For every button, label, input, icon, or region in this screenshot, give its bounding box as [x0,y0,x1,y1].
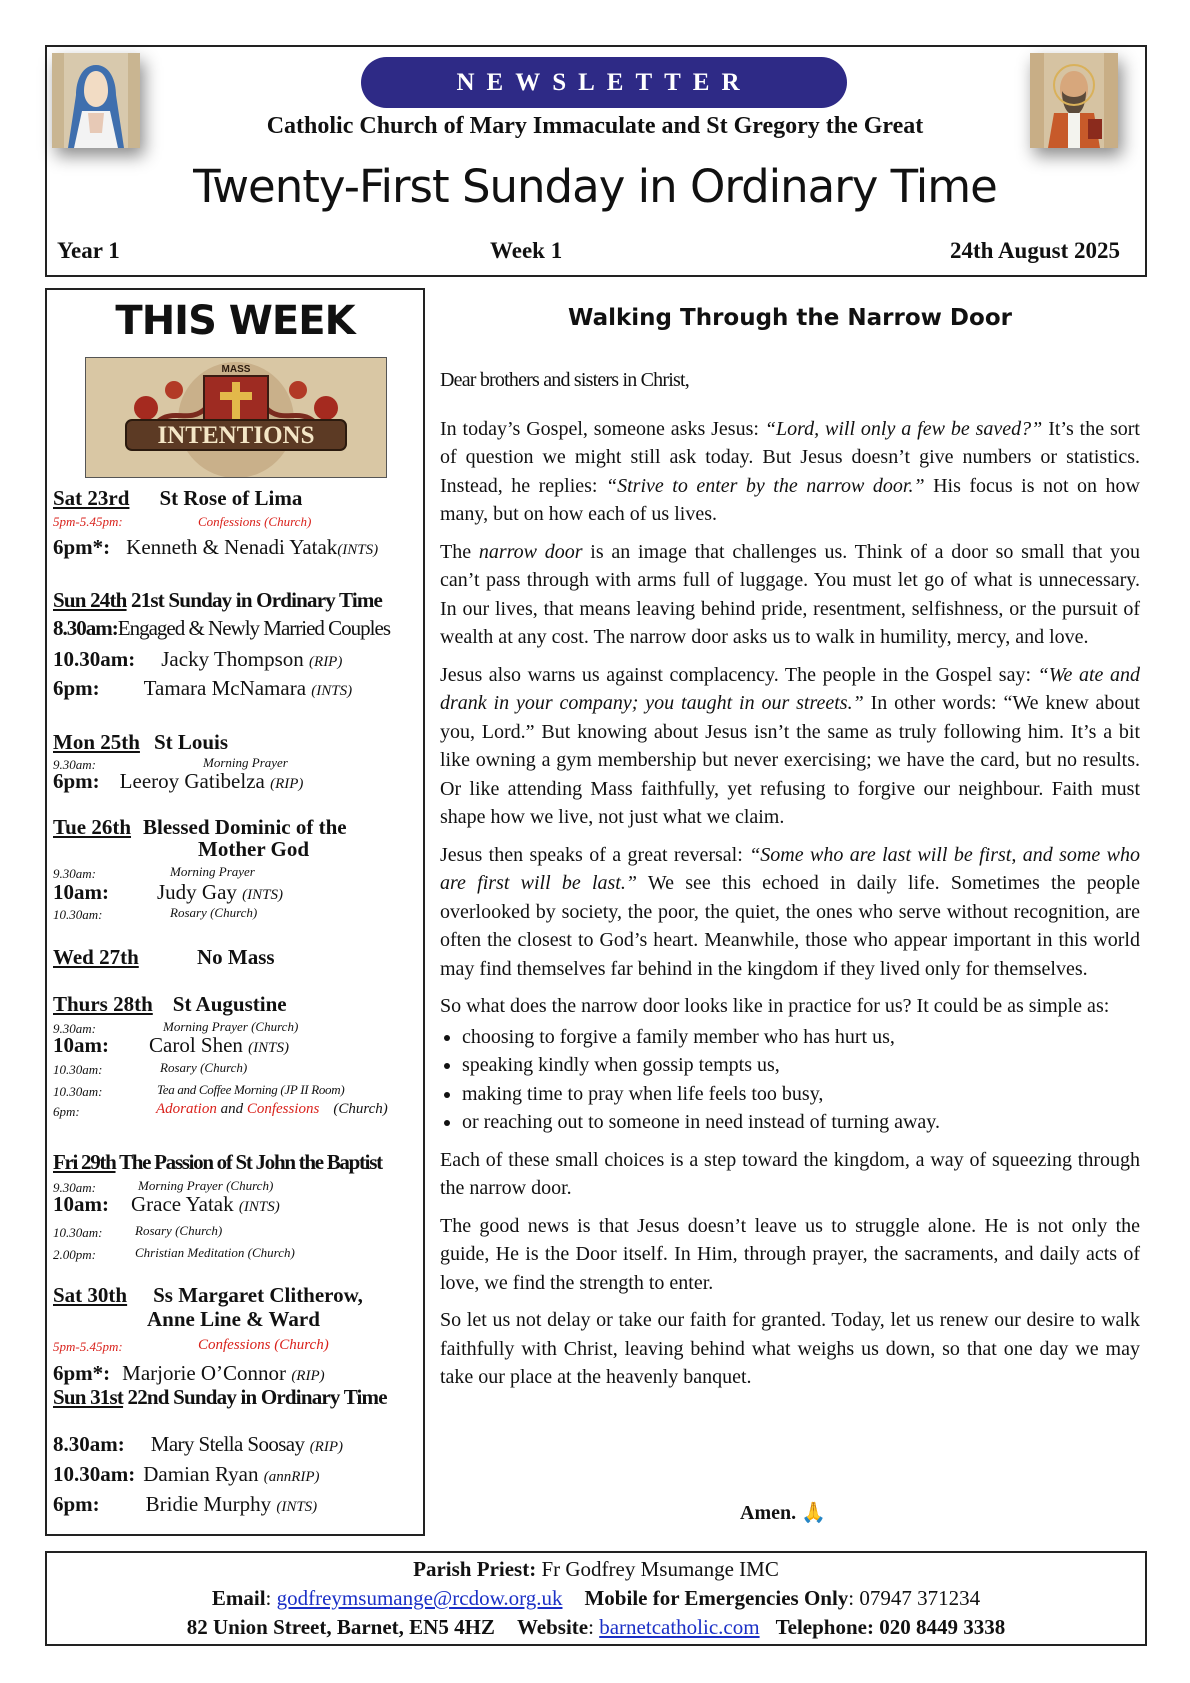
article-paragraph: The good news is that Jesus doesn’t leave us to struggle alone. He is not only the guide, He is the Door itself. In Him, through prayer, the sacraments, and daily acts of love, we find the strength to enter. [440,1214,1140,1294]
list-item: • making time to pray when life feels too busy, [462,1080,1140,1109]
article-paragraph: The narrow door is an image that challenges us. Think of a door so small that you can’t pass through with arms full of luggage. You must let go of what is unnecessary. In our lives, that means leaving behind pride, resentment, selfishness, or the pursuit of wealth at any cost. The narrow door asks us to walk in humility, mercy, and love. [440,540,1140,648]
adoration-line: Adoration and Confessions (Church) [156,1101,388,1117]
article-greeting: Dear brothers and sisters in Christ, [440,369,689,391]
schedule-line: 10.30am: [53,1225,103,1240]
schedule-line: 9.30am: [53,866,96,881]
day-thu-28: Thurs 28th St Augustine [53,992,287,1016]
mass-intentions-image [85,357,387,478]
day-sat-30-feast-cont: Anne Line & Ward [147,1307,320,1331]
article-body [440,366,1140,1401]
mass-line: 10am: Judy Gay (INTS) [53,880,284,904]
list-item: • speaking kindly when gossip tempts us, [462,1051,1140,1080]
schedule-line: 2.00pm: [53,1247,96,1262]
article-paragraph: Jesus then speaks of a great reversal: “Some who are last will be first, and some who are first will be last.” We see this echoed in daily life. Sometimes the people overlooked by society, the poor, the quiet, the ones who serve without recognition, are often the closest to God’s heart. Meanwhile, those who appear important in this world may find themselves far behind in the kingdom if they lived only for themselves. [440,843,1141,980]
amen-label: Amen. 🙏 [740,1502,827,1524]
schedule-line: 10.30am: [53,1062,103,1077]
article-paragraph: So what does the narrow door looks like in practice for us? It could be as simple as: [440,995,1110,1017]
mass-line: 6pm*: Marjorie O’Connor (RIP) [53,1361,325,1385]
schedule-line: 9.30am: [53,1180,96,1195]
mass-image-label-bottom: INTENTIONS [157,422,315,449]
article-title: Walking Through the Narrow Door [568,305,1012,331]
schedule-line-text: Confessions (Church) [198,1337,329,1353]
mass-line: 10am: Carol Shen (INTS) [53,1033,289,1057]
article-paragraph: Each of these small choices is a step toward the kingdom, a way of squeezing through the narrow door. [440,1148,1140,1199]
church-name: Catholic Church of Mary Immaculate and St Gregory the Great [266,113,924,139]
mass-line: 6pm: Bridie Murphy (INTS) [53,1492,318,1516]
schedule-line-text: Christian Meditation (Church) [135,1245,295,1260]
schedule-line: 10.30am: [53,1084,103,1099]
day-mon-25: Mon 25th St Louis [53,730,229,754]
contact-line: Email: godfreymsumange@rcdow.org.uk Mobile for Emergencies Only: 07947 371234 [211,1586,981,1610]
week-label: Week 1 [490,238,563,263]
newsletter-banner: NEWSLETTER [361,57,847,108]
schedule-line: 9.30am: [53,757,96,772]
schedule-line-text: Rosary (Church) [170,905,258,920]
day-fri-29: Fri 29th The Passion of St John the Baptist [53,1150,382,1174]
schedule-line: 5pm-5.45pm: [53,514,123,529]
day-sat-23: Sat 23rd St Rose of Lima [53,486,303,510]
article-bullet-list [440,1023,1140,1137]
mass-line: 8.30am: Mary Stella Soosay (RIP) [53,1432,343,1456]
mass-line: 6pm: Tamara McNamara (INTS) [53,676,353,700]
mass-line: 8.30am:Engaged & Newly Married Couples [53,616,391,640]
schedule-line-text: Rosary (Church) [135,1223,223,1238]
sunday-title: Twenty-First Sunday in Ordinary Time [193,160,997,213]
schedule-line-text: Confessions (Church) [198,514,312,529]
schedule-line: 10.30am: [53,907,103,922]
day-sat-30: Sat 30th Ss Margaret Clitherow, [53,1283,363,1307]
article-paragraph: In today’s Gospel, someone asks Jesus: “Lord, will only a few be saved?” It’s the sort of question we might still ask today. But Jesus doesn’t give numbers or statistics. Instead, he replies: “Strive to enter by the narrow door.” His focus is not on how many, but on how each of us lives. [440,417,1141,525]
schedule-line-text: Morning Prayer (Church) [138,1178,274,1193]
list-item: • or reaching out to someone in need instead of turning away. [462,1108,1140,1137]
day-tue-26: Tue 26th Blessed Dominic of the [53,815,347,839]
day-wed-27: Wed 27th [53,945,139,969]
this-week-title: THIS WEEK [115,298,355,344]
list-item: • choosing to forgive a family member who has hurt us, [462,1023,1140,1052]
year-label: Year 1 [57,238,120,263]
schedule-line: 5pm-5.45pm: [53,1339,123,1354]
mass-line: 10.30am: Jacky Thompson (RIP) [53,647,343,671]
mass-line: 10.30am: Damian Ryan (annRIP) [53,1462,320,1486]
mass-image-label-top: MASS [221,364,251,375]
mass-line: 6pm: Leeroy Gatibelza (RIP) [53,769,304,793]
day-tue-26-feast-cont: Mother God [198,837,310,861]
website-link[interactable]: barnetcatholic.com [599,1615,760,1639]
schedule-line: 6pm: [53,1104,80,1119]
email-link[interactable]: godfreymsumange@rcdow.org.uk [276,1586,563,1610]
day-sun-31: Sun 31st 22nd Sunday in Ordinary Time [53,1385,387,1409]
schedule-line-text: Tea and Coffee Morning (JP II Room) [157,1082,345,1097]
schedule-line-text: Morning Prayer [203,755,288,770]
article-paragraph: Jesus also warns us against complacency. The people in the Gospel say: “We ate and drank in your company; you taught in our streets.” In other words: “We knew about you, Lord.” But knowing about Jesus isn’t the same as truly following him. It’s a bit like owning a gym membership but never exercising; we have the card, but no results. Or like attending Mass faithfully, yet refusing to forgive our neighbour. Faith must shape how we live, not just what we claim. [440,663,1140,828]
mass-line: 6pm*: Kenneth & Nenadi Yatak(INTS) [53,535,379,559]
schedule-line: 9.30am: [53,1021,96,1036]
day-sun-24: Sun 24th 21st Sunday in Ordinary Time [53,588,383,612]
article-paragraph: So let us not delay or take our faith for granted. Today, let us renew our desire to walk faithfully with Christ, leaving behind what weighs us down, so that one day we may take our place at the heavenly banquet. [440,1309,1140,1388]
date-label: 24th August 2025 [950,238,1120,263]
address-line: 82 Union Street, Barnet, EN5 4HZ Website: barnetcatholic.com Telephone: 020 8449 3338 [186,1615,1006,1639]
schedule-line-text: Morning Prayer (Church) [163,1019,299,1034]
mass-line: 10am: Grace Yatak (INTS) [53,1192,280,1216]
schedule-line-text: Morning Prayer [170,864,255,879]
no-mass-label: No Mass [197,945,275,969]
parish-priest-line: Parish Priest: Fr Godfrey Msumange IMC [413,1557,779,1581]
schedule-line-text: Rosary (Church) [160,1060,248,1075]
